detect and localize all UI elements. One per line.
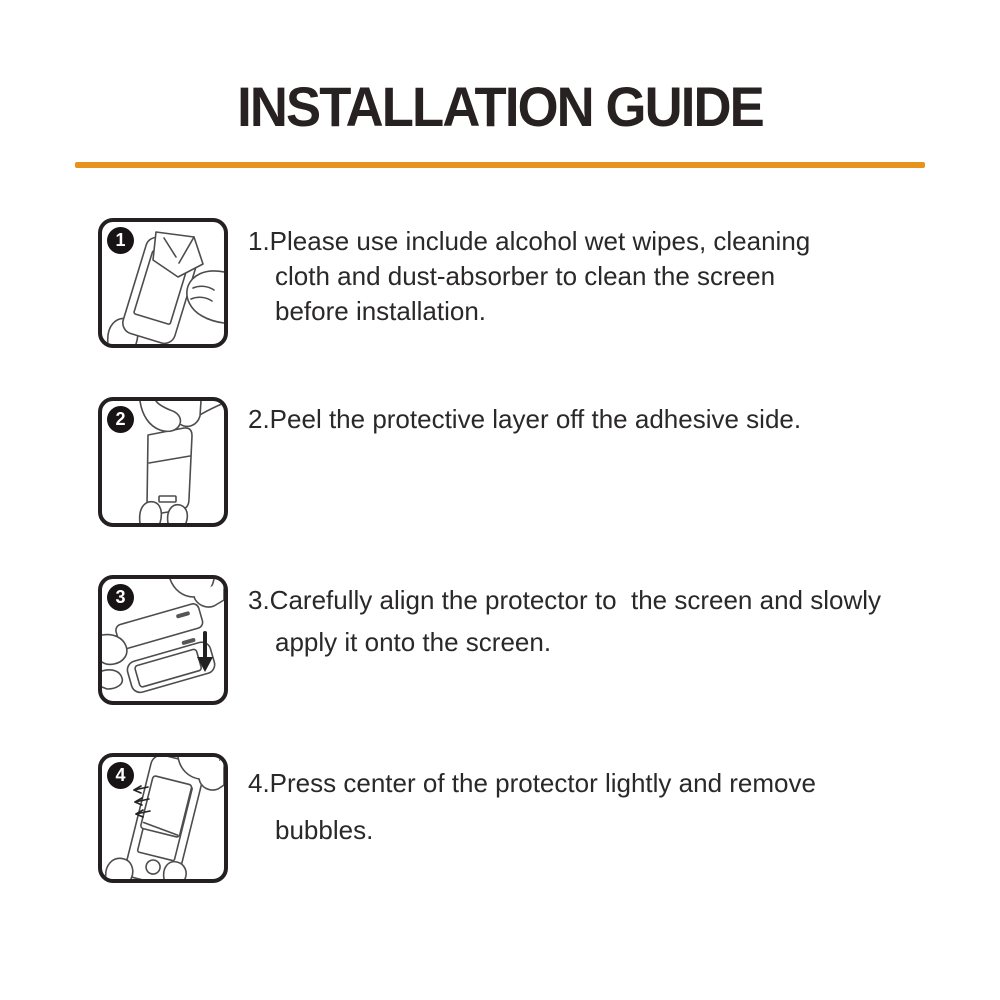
step-2-line-1: 2.Peel the protective layer off the adhesive side. [248,404,802,434]
step-3-illustration-box [98,575,228,705]
step-4-illustration-box [98,753,228,883]
step-1-line-1: 1.Please use include alcohol wet wipes, cleaning [248,226,811,256]
step-3-line-1: 3.Carefully align the protector to the screen and slowly [248,585,882,615]
step-1-line-2: cloth and dust-absorber to clean the screen [275,261,776,291]
step-4-text [248,760,816,854]
step-4-number-badge: 4 [107,762,134,789]
step-4-line-1: 4.Press center of the protector lightly and remove [248,768,816,798]
step-2-number-badge: 2 [107,406,134,433]
page-title: INSTALLATION GUIDE [237,75,763,138]
step-1-line-3: before installation. [275,296,487,326]
step-3-number-badge: 3 [107,584,134,611]
title-divider [75,162,925,168]
step-3-line-2: apply it onto the screen. [275,627,552,657]
step-2-illustration-box [98,397,228,527]
step-4-line-2: bubbles. [275,815,374,845]
step-2-text [248,401,801,437]
step-1-text [248,224,810,329]
step-1-illustration-box [98,218,228,348]
step-3-text [248,579,881,663]
step-1-number-badge: 1 [107,227,134,254]
